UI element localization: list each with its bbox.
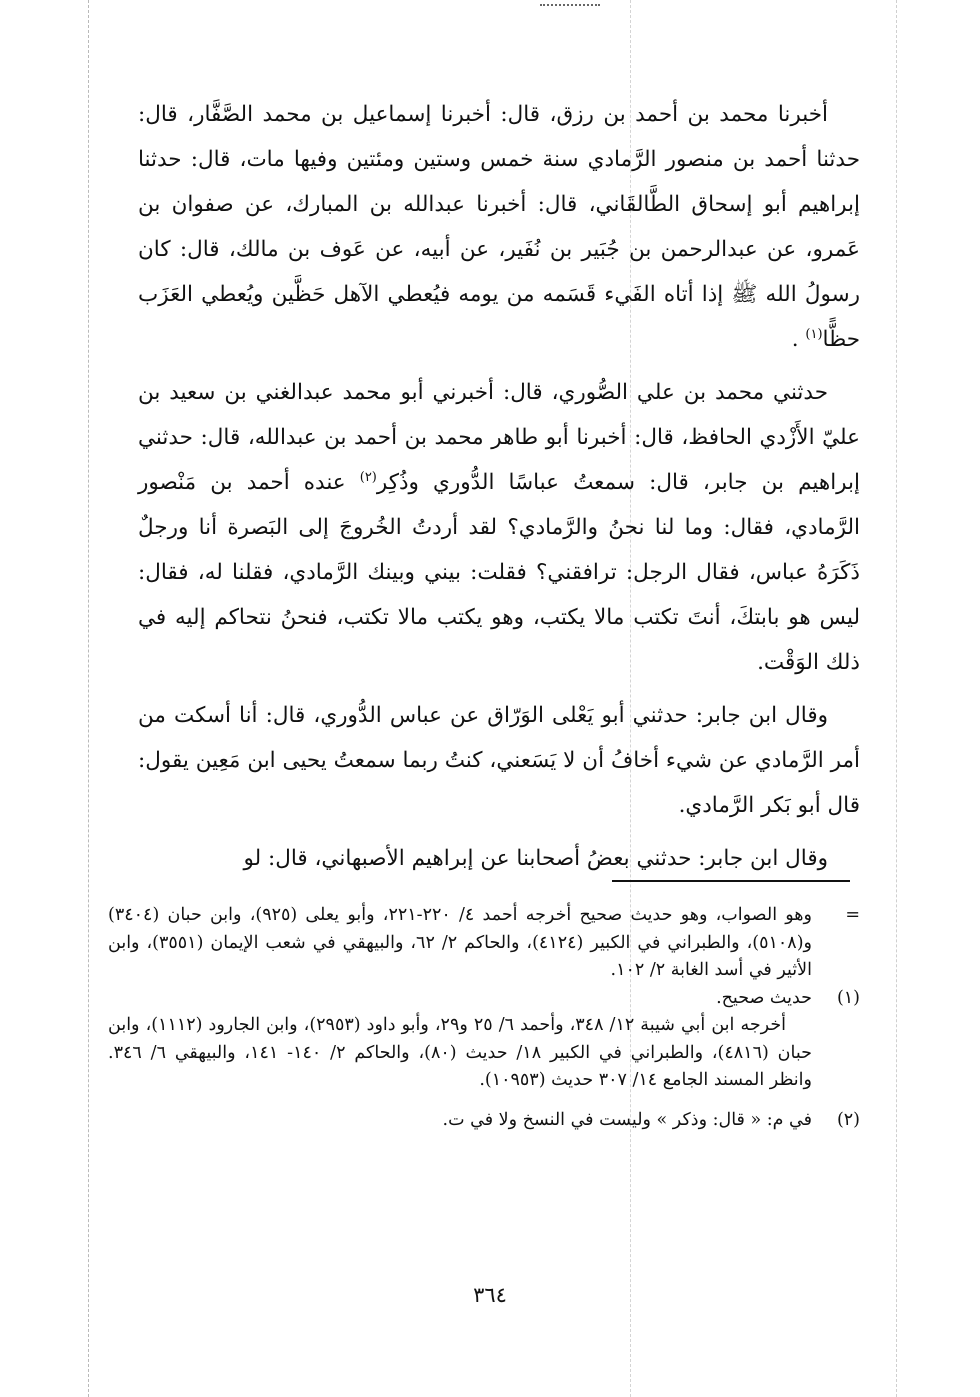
scan-artifact-line — [896, 0, 897, 1397]
footnotes — [108, 902, 860, 1134]
footnote-continuation-marker: = — [845, 905, 860, 925]
page-number: ٣٦٤ — [473, 1283, 507, 1307]
footnote-continuation — [108, 902, 860, 985]
paragraph-1-end: . — [791, 327, 806, 352]
footnote-2-text: في م: « قال: وذكر » وليست في النسخ ولا في ت. — [442, 1109, 812, 1130]
footnote-1-text: أخرجه ابن أبي شيبة ١٢/ ٣٤٨، وأحمد ٦/ ٢٥ و٢٩، وأبو داود (٢٩٥٣)، وابن الجارود (١١١٢)، وابن حبان (٤٨١٦)، والطبراني في الكبير ١٨/ حديث (٨٠)، والحاكم ٢/ ١٤٠- ١٤١، والبيهقي ٦/ ٣٤٦. وانظر المسند الجامع ١٤/ ٣٠٧ حديث (١٠٩٥٣). — [108, 1015, 812, 1090]
footnote-ref-2: (٢) — [359, 469, 377, 485]
footnote-2 — [108, 1107, 860, 1135]
footnote-1-title: حديث صحيح. — [716, 987, 812, 1008]
paragraph-2-rest: عنده أحمد بن مَنْصور الرَّمادي، فقال: وما لنا نحنُ والرَّمادي؟ لقد أردتُ الخُروجَ إلى البَصرة أنا ورجلٌ ذَكَرَهُ عباس، فقال الرجل: ترافقني؟ فقلت: بيني وبينك الرَّمادي، فقلنا له، فقال: ليس هو بابتكَ، أنتَ تكتب مالا يكتب، وهو يكتب مالا تكتب، فنحنُ نتحاكم إليه في ذلك الوَقْت. — [138, 470, 860, 675]
footnote-continuation-text: وهو الصواب، وهو حديث صحيح أخرجه أحمد ٤/ ٢٢٠-٢٢١، وأبو يعلى (٩٢٥)، وابن حبان (٣٤٠٤) و(٥١٠٨)، والطبراني في الكبير (٤١٢٤)، والحاكم ٢/ ٦٢، والبيهقي في شعب الإيمان (٣٥٥١)، وابن الأثير في أسد الغابة ٢/ ١٠٢. — [108, 905, 812, 980]
paragraph-2 — [138, 370, 860, 685]
footnote-ref-1: (١) — [805, 326, 823, 342]
footnote-separator — [612, 880, 850, 882]
footnote-1-marker: (١) — [836, 987, 860, 1008]
paragraph-3: وقال ابن جابر: حدثني أبو يَعْلى الوَرّاق عن عباس الدُّوري، قال: أنا أسكت من أمر الرَّمادي عن شيء أخافُ أن لا يَسَعني، كنتُ ربما سمعتُ يحيى ابن مَعِين يقول: قال أبو بَكر الرَّمادي. — [138, 703, 860, 818]
paragraph-4: وقال ابن جابر: حدثني بعضُ أصحابنا عن إبراهيم الأصبهاني، قال: لو — [243, 846, 828, 871]
paragraph-1 — [138, 92, 860, 362]
main-text — [138, 92, 860, 881]
top-ornament — [540, 0, 600, 6]
scan-artifact-line — [88, 0, 89, 1397]
paragraph-2-text: حدثني محمد بن علي الصُّوري، قال: أخبرني أبو محمد عبدالغني بن سعيد بن عليّ الأَزْدي الحافظ، قال: أخبرنا أبو طاهر محمد بن أحمد بن عبدالله، قال: حدثني إبراهيم بن جابر، قال: سمعتُ عباسًا الدُّوري وذُكِر — [138, 380, 860, 495]
footnote-1 — [108, 985, 860, 1013]
footnote-2-marker: (٢) — [836, 1109, 860, 1130]
paragraph-1-text: أخبرنا محمد بن أحمد بن رزق، قال: أخبرنا إسماعيل بن محمد الصَّفَّار، قال: حدثنا أحمد بن منصور الرَّمادي سنة خمس وستين ومئتين وفيها مات، قال: حدثنا إبراهيم أبو إسحاق الطَّالقَاني، قال: أخبرنا عبدالله بن المبارك، عن صفوان بن عَمرو، عن عبدالرحمن بن جُبَير بن نُفَير، عن أبيه، عن عَوف بن مالك، قال: كان رسولُ الله ﷺ إذا أتاه الفَيء قَسَمه من يومه فيُعطي الآهل حَظَّين ويُعطي العَزَب حظًّا — [138, 102, 860, 352]
